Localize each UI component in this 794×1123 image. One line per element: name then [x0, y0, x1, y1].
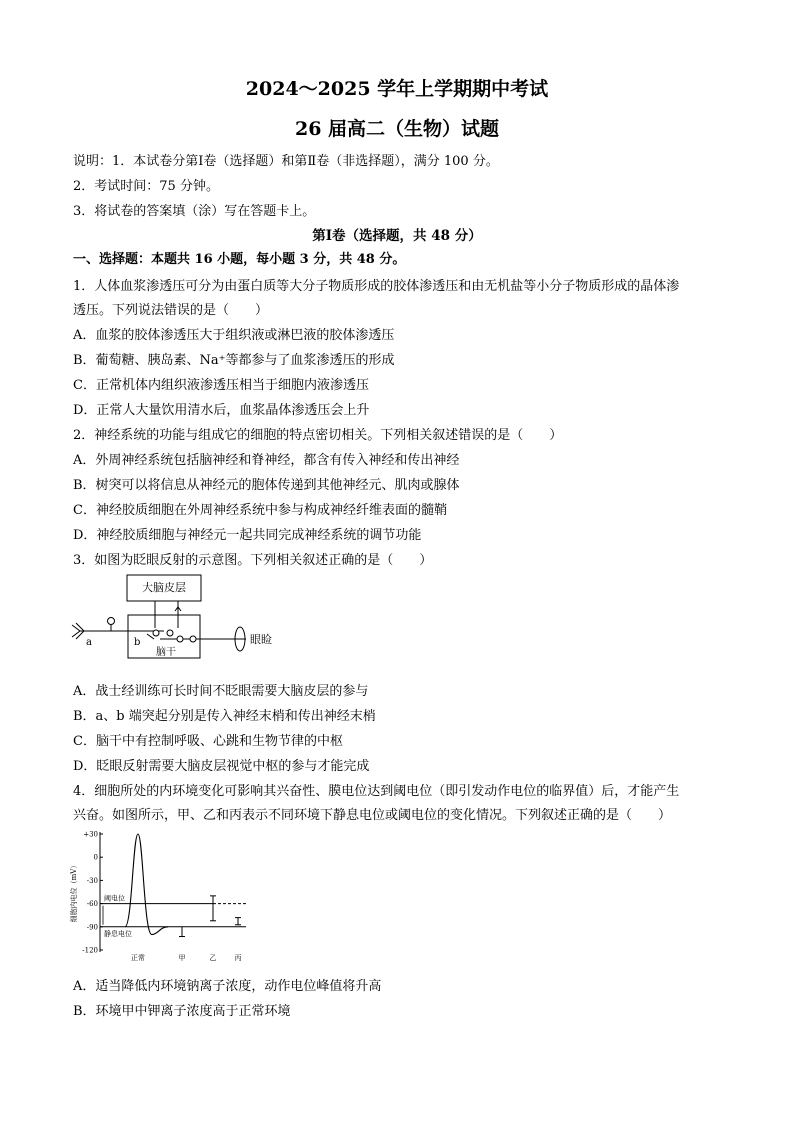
condition-label: 正常	[131, 954, 145, 962]
q3-option-d: D．眨眼反射需要大脑皮层视觉中枢的参与才能完成	[73, 759, 370, 774]
y-tick-label: -120	[82, 946, 98, 955]
y-tick-label: 0	[93, 853, 98, 862]
q4-stem-line2: 兴奋。如图所示，甲、乙和丙表示不同环境下静息电位或阈电位的变化情况。下列叙述正确的是（ ）	[73, 808, 672, 823]
condition-label: 乙	[209, 954, 217, 962]
instruction-1: 说明：1．本试卷分第Ⅰ卷（选择题）和第Ⅱ卷（非选择题），满分 100 分。	[73, 154, 499, 169]
threshold-label: 阈电位	[104, 894, 125, 903]
instruction-3: 3．将试卷的答案填（涂）写在答题卡上。	[73, 204, 316, 219]
resting-label: 静息电位	[104, 929, 132, 938]
q1-stem-line2: 透压。下列说法错误的是（ ）	[73, 303, 269, 318]
y-tick-label: -90	[86, 923, 98, 932]
brainstem-label: 脑干	[156, 647, 176, 658]
q2-option-d: D．神经胶质细胞与神经元一起共同完成神经系统的调节功能	[73, 528, 422, 543]
q3-option-b: B．a、b 端突起分别是传入神经末梢和传出神经末梢	[73, 709, 376, 724]
eyelid-label: 眼睑	[250, 633, 272, 646]
y-tick-label: -30	[86, 876, 98, 885]
blink-reflex-diagram	[70, 573, 300, 668]
y-axis-title: 细胞内电位（mV）	[70, 861, 78, 923]
exam-subtitle: 26 届高二（生物）试题	[294, 118, 500, 140]
q3-option-c: C．脑干中有控制呼吸、心跳和生物节律的中枢	[73, 734, 343, 749]
q4-option-b: B．环境甲中钾离子浓度高于正常环境	[73, 1004, 291, 1019]
condition-label: 甲	[178, 954, 186, 962]
condition-label: 丙	[234, 954, 242, 962]
q1-option-d: D．正常人大量饮用清水后，血浆晶体渗透压会上升	[73, 403, 370, 418]
q4-stem-line1: 4．细胞所处的内环境变化可影响其兴奋性、膜电位达到阈电位（即引发动作电位的临界值）后，才能产生	[73, 784, 680, 799]
q2-option-b: B．树突可以将信息从神经元的胞体传递到其他神经元、肌肉或腺体	[73, 478, 460, 493]
y-tick-label: -60	[86, 900, 98, 909]
q2-option-a: A．外周神经系统包括脑神经和脊神经，都含有传入神经和传出神经	[73, 453, 460, 468]
label-b: b	[134, 637, 141, 648]
q1-stem-line1: 1．人体血浆渗透压可分为由蛋白质等大分子物质形成的胶体渗透压和由无机盐等小分子物质形成的晶体渗	[73, 279, 680, 294]
instruction-2: 2．考试时间：75 分钟。	[73, 179, 219, 194]
cortex-label: 大脑皮层	[142, 581, 186, 594]
part1-title: 第Ⅰ卷（选择题，共 48 分）	[312, 228, 482, 244]
q2-stem: 2．神经系统的功能与组成它的细胞的特点密切相关。下列相关叙述错误的是（ ）	[73, 428, 563, 443]
membrane-potential-chart	[68, 826, 258, 966]
q1-option-b: B．葡萄糖、胰岛素、Na⁺等都参与了血浆渗透压的形成	[73, 353, 395, 368]
section-heading: 一、选择题：本题共 16 小题，每小题 3 分，共 48 分。	[73, 252, 406, 267]
exam-title: 2024～2025 学年上学期期中考试	[245, 78, 549, 100]
q2-option-c: C．神经胶质细胞在外周神经系统中参与构成神经纤维表面的髓鞘	[73, 503, 447, 518]
q4-option-a: A．适当降低内环境钠离子浓度，动作电位峰值将升高	[73, 979, 382, 994]
ganglion-cell	[108, 618, 115, 625]
action-potential-curve	[125, 834, 168, 935]
q1-option-c: C．正常机体内组织液渗透压相当于细胞内液渗透压	[73, 378, 369, 393]
q3-stem: 3．如图为眨眼反射的示意图。下列相关叙述正确的是（ ）	[73, 553, 433, 568]
y-tick-label: +30	[83, 830, 98, 839]
q1-option-a: A．血浆的胶体渗透压大于组织液或淋巴液的胶体渗透压	[73, 328, 395, 343]
q3-option-a: A．战士经训练可长时间不眨眼需要大脑皮层的参与	[73, 684, 369, 699]
label-a: a	[86, 637, 92, 648]
